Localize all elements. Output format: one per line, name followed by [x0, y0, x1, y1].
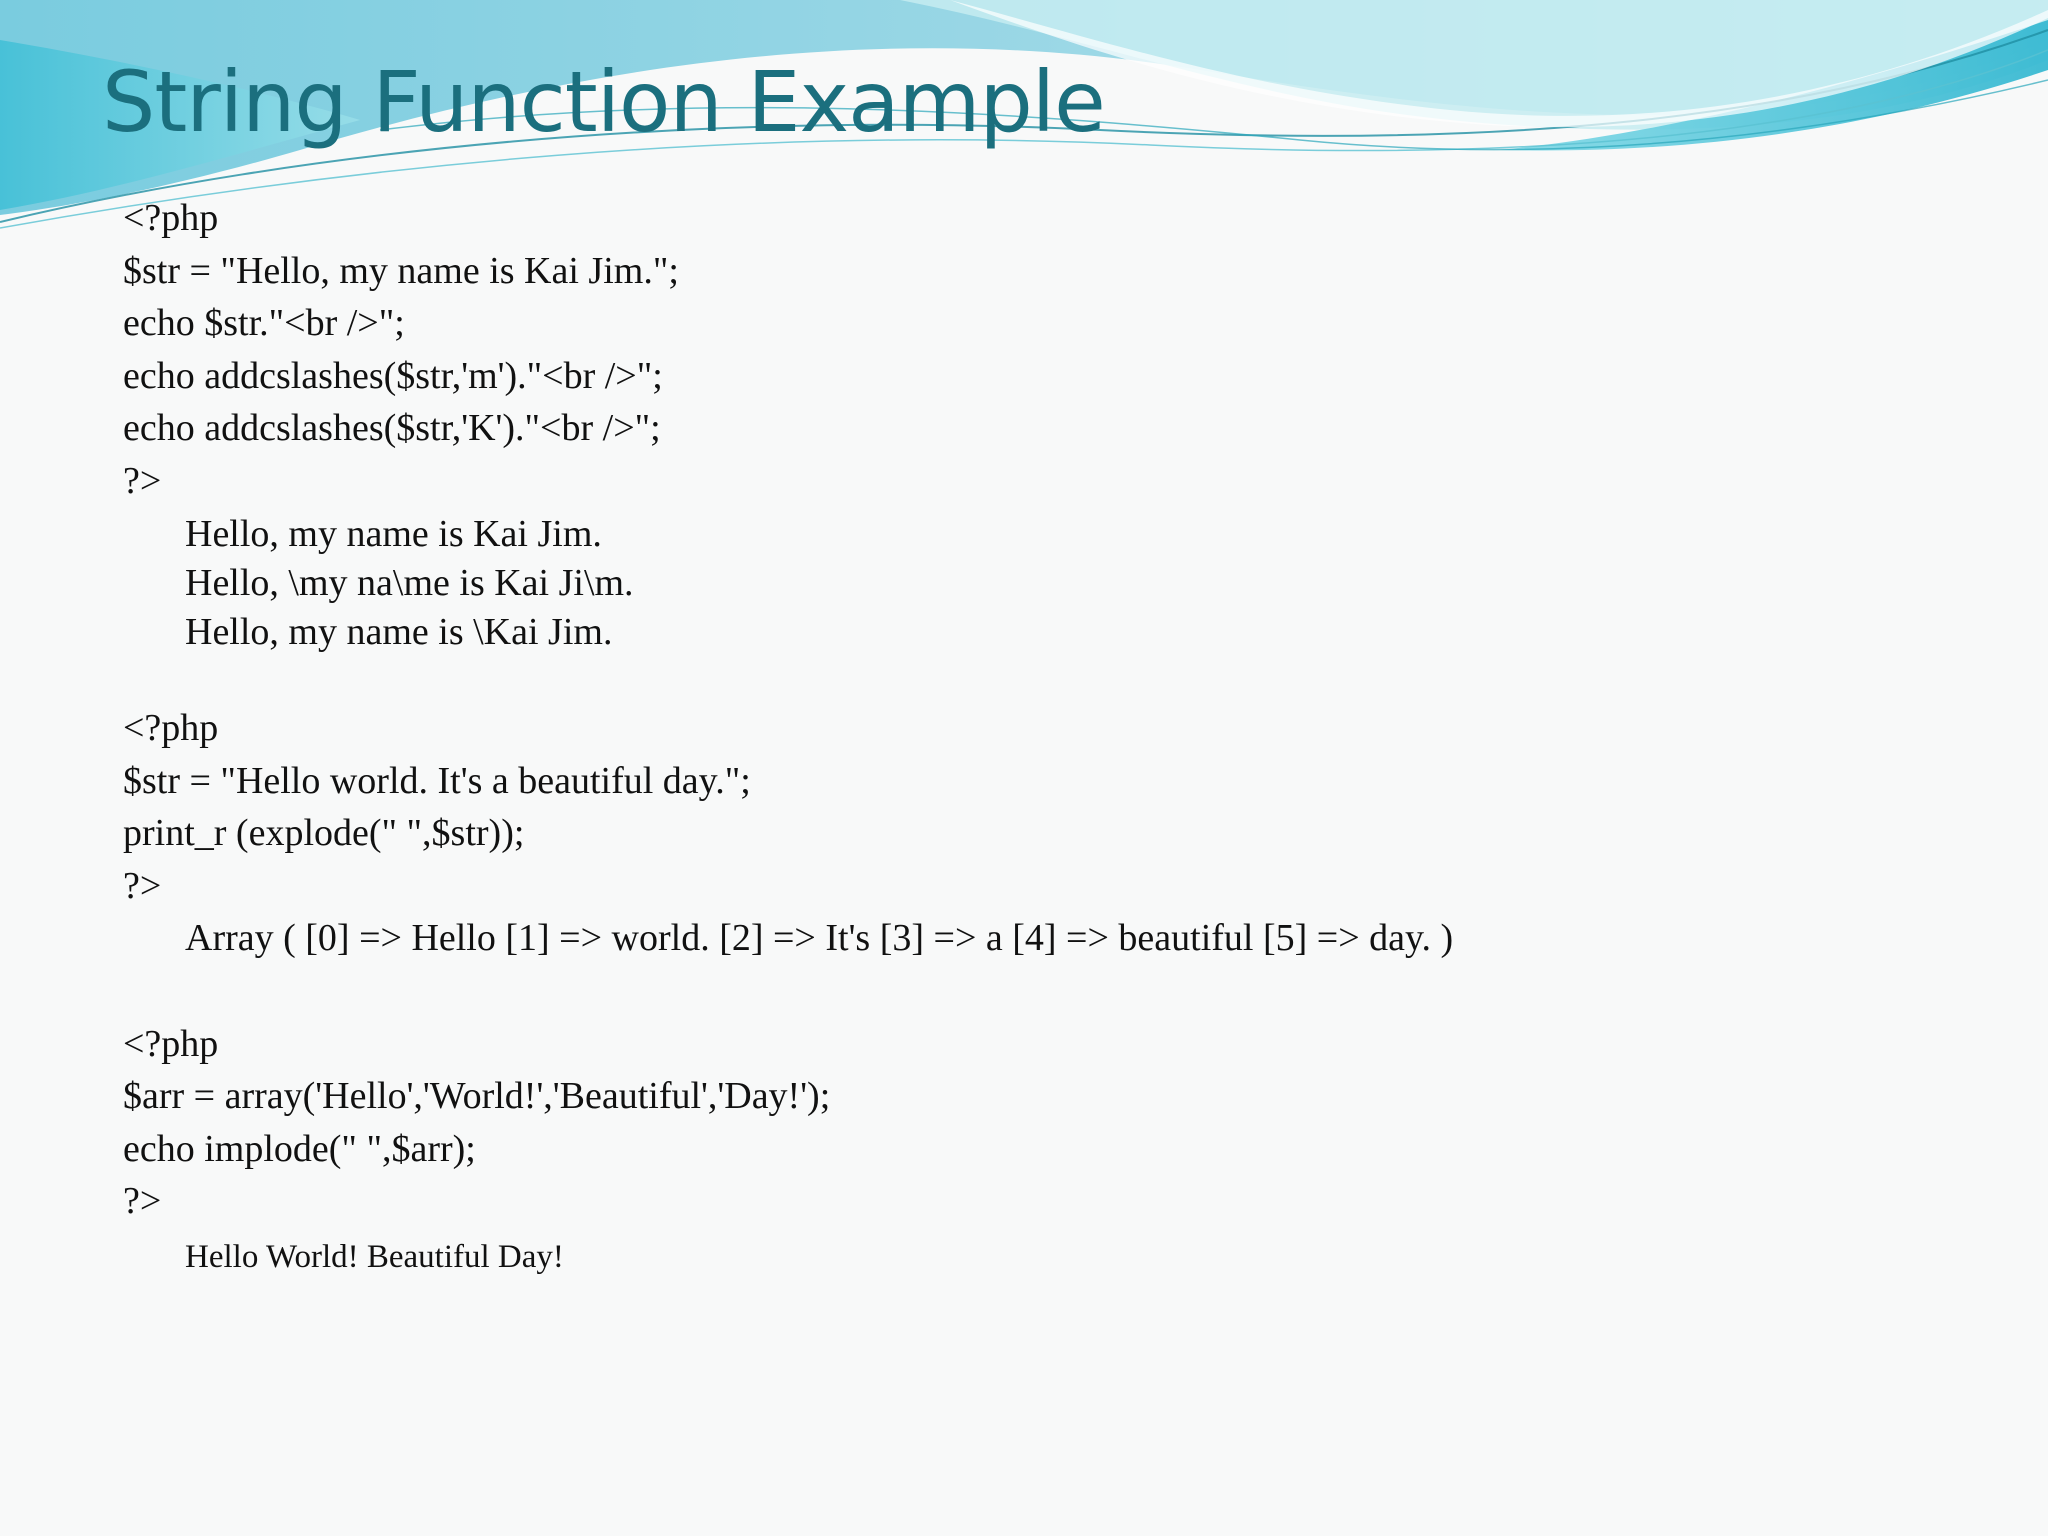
code-line: print_r (explode(" ",$str));	[123, 812, 525, 854]
slide-body	[123, 192, 1973, 1282]
example-block-implode	[123, 1018, 1973, 1282]
output-line: Hello World! Beautiful Day!	[185, 1238, 564, 1275]
slide-title: String Function Example	[102, 53, 1105, 151]
output-line: Hello, my name is \Kai Jim.	[185, 611, 613, 653]
output-line: Hello, my name is Kai Jim.	[185, 513, 602, 555]
code-line: <?php	[123, 1022, 219, 1065]
code-line: $arr = array('Hello','World!','Beautiful','Day!');	[123, 1075, 831, 1117]
example-block-addcslashes	[123, 192, 1973, 654]
output-line: Array ( [0] => Hello [1] => world. [2] => It's [3] => a [4] => beautiful [5] => day. )	[185, 917, 1454, 959]
code-line: echo implode(" ",$arr);	[123, 1127, 476, 1170]
code-line: ?>	[123, 459, 162, 502]
output-line: Hello, \my na\me is Kai Ji\m.	[185, 562, 634, 604]
code-line: ?>	[123, 1180, 162, 1222]
spacer	[123, 654, 1973, 702]
code-line: $str = "Hello, my name is Kai Jim.";	[123, 249, 679, 292]
spacer	[123, 965, 1973, 1018]
example-block-explode	[123, 702, 1973, 965]
code-line: echo addcslashes($str,'K')."<br />";	[123, 407, 661, 449]
code-line: $str = "Hello world. It's a beautiful day.";	[123, 759, 751, 802]
code-line: <?php	[123, 707, 219, 749]
code-line: echo $str."<br />";	[123, 302, 405, 344]
code-line: <?php	[123, 197, 219, 239]
code-line: ?>	[123, 864, 162, 907]
code-line: echo addcslashes($str,'m')."<br />";	[123, 354, 663, 397]
